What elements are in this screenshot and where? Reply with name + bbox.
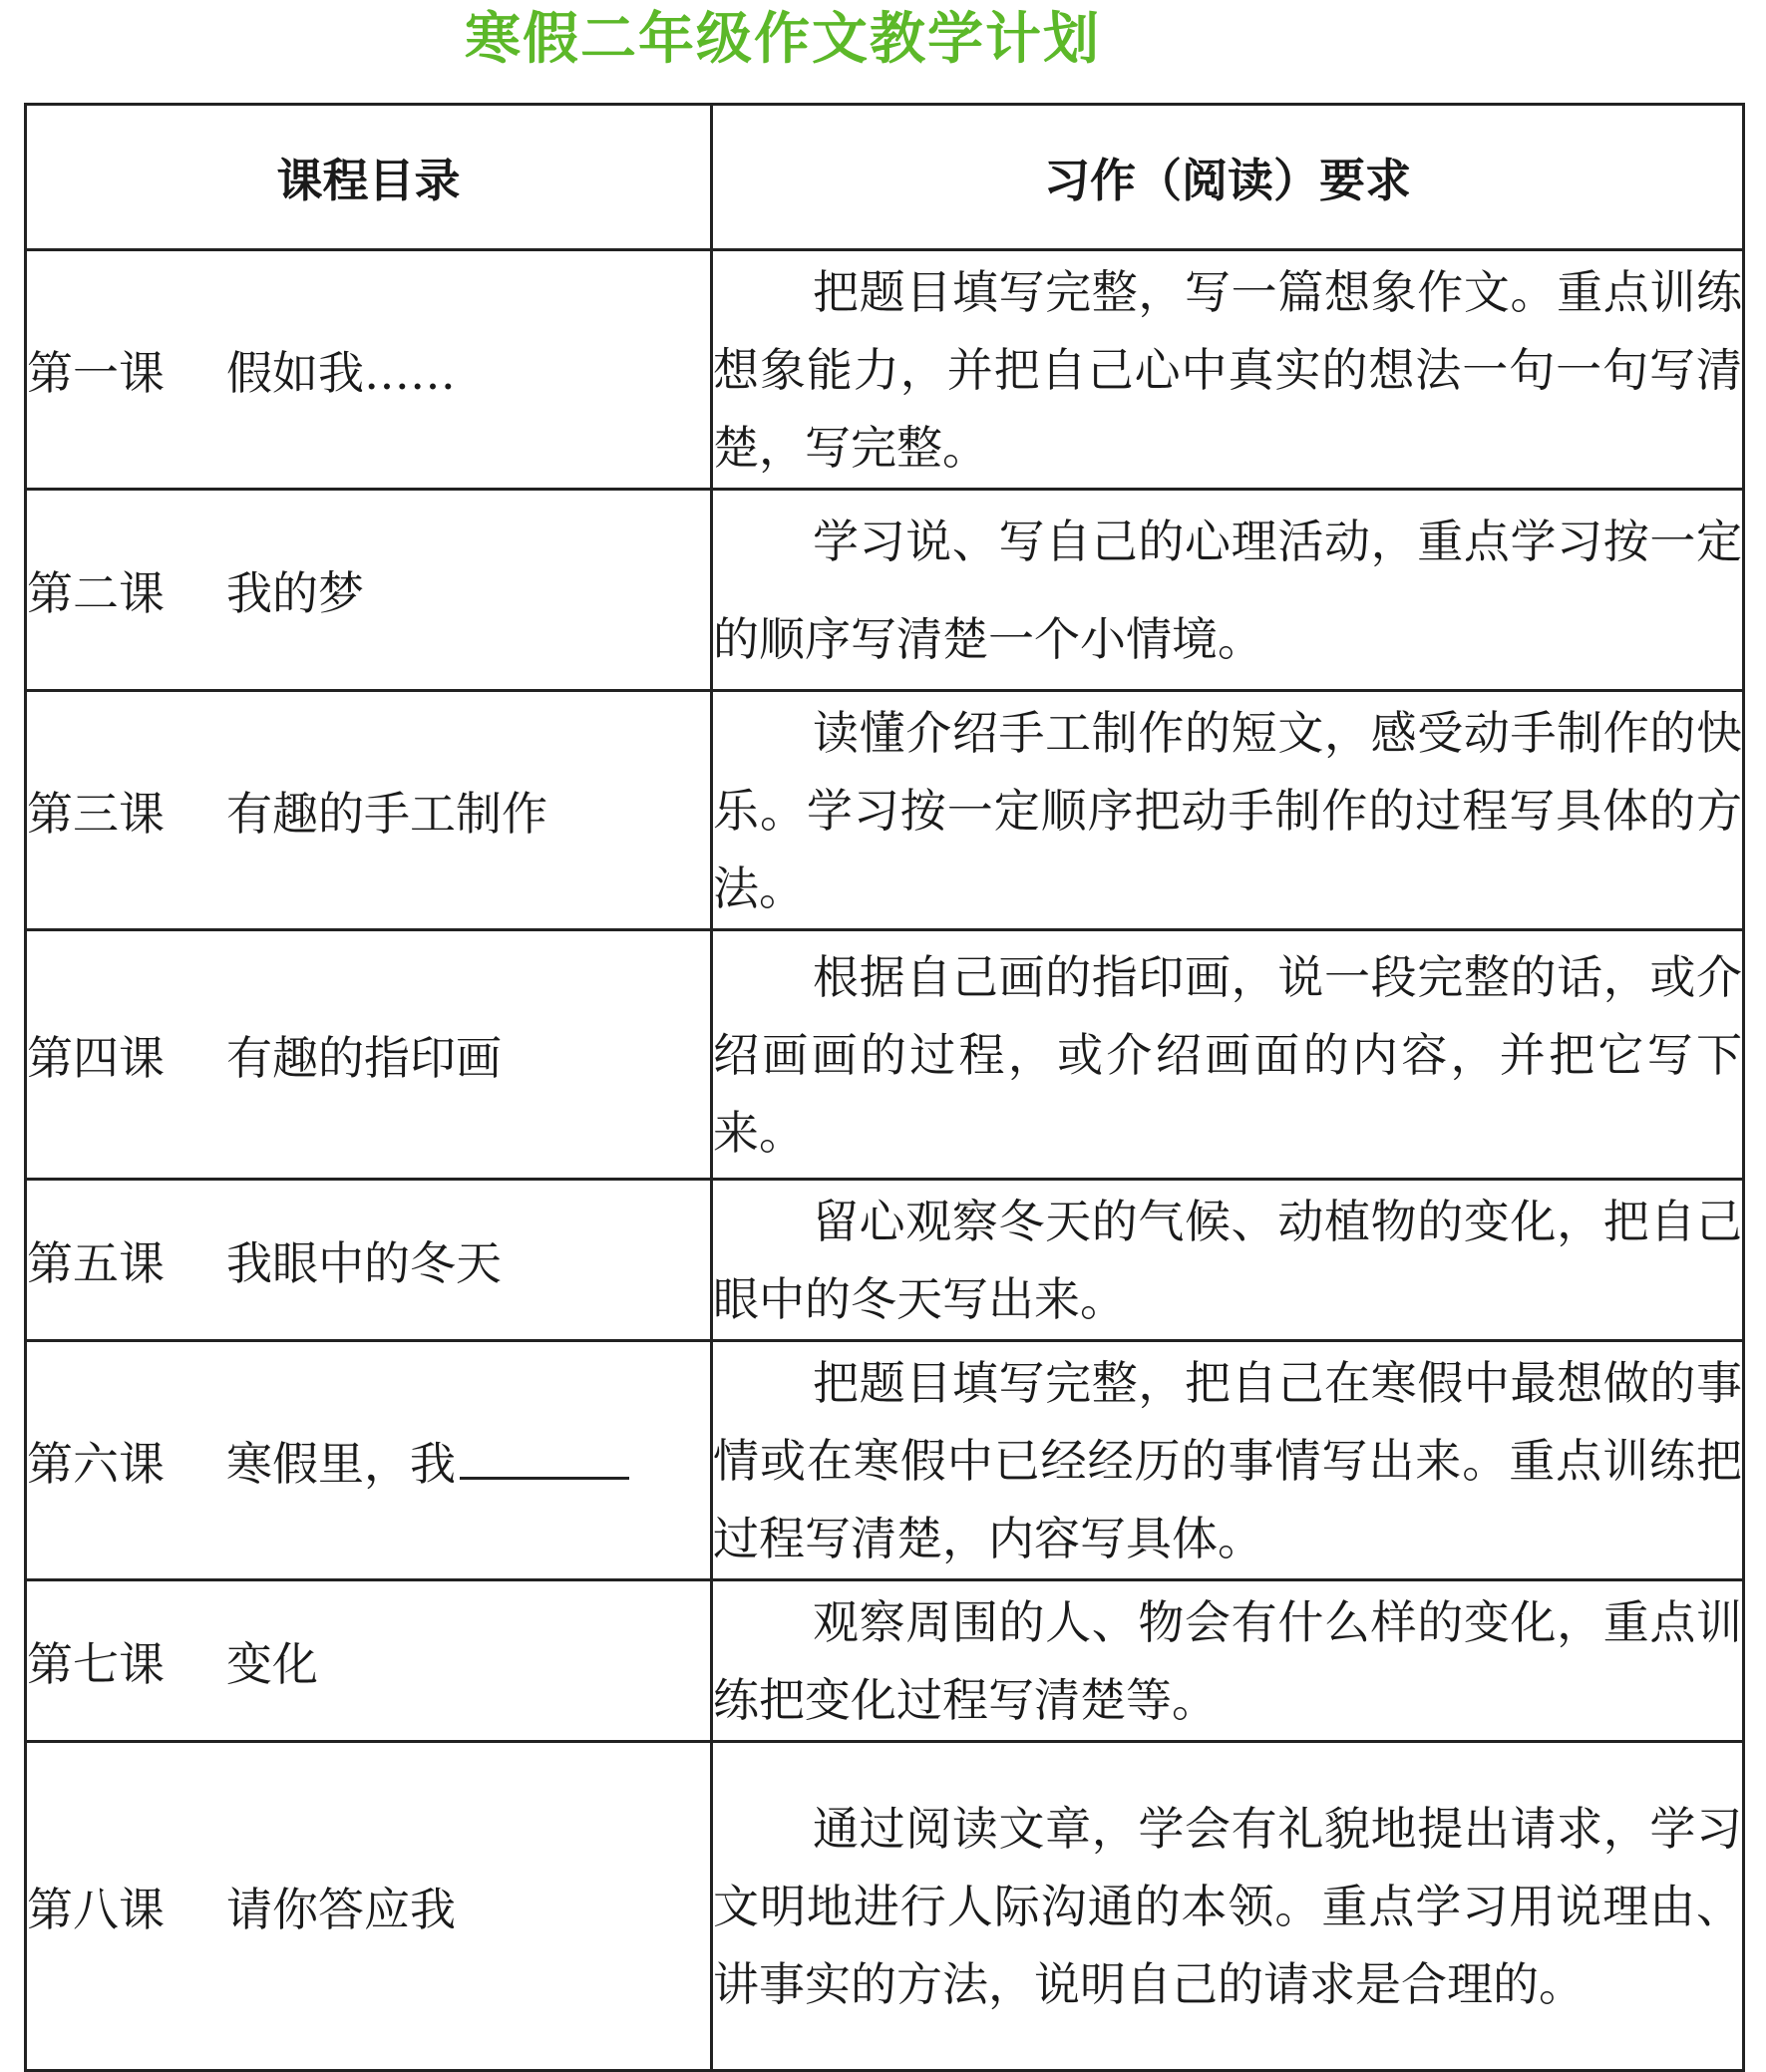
lesson-number: 第五课 xyxy=(27,1235,165,1290)
table-row xyxy=(26,1180,1744,1341)
course-cell xyxy=(26,1580,712,1742)
requirement-cell: 把题目填写完整，写一篇想象作文。重点训练想象能力，并把自己心中真实的想法一句一句写清楚，写完整。 xyxy=(712,250,1744,490)
header-course: 课程目录 xyxy=(26,105,712,250)
lesson-plan-table xyxy=(24,103,1745,2072)
lesson-number: 第六课 xyxy=(27,1436,165,1491)
table-row xyxy=(26,490,1744,691)
header-requirement: 习作（阅读）要求 xyxy=(712,105,1744,250)
lesson-topic: 我的梦 xyxy=(226,565,364,620)
course-cell xyxy=(26,490,712,691)
requirement-cell: 把题目填写完整，把自己在寒假中最想做的事情或在寒假中已经经历的事情写出来。重点训练把过程写清楚，内容写具体。 xyxy=(712,1341,1744,1580)
course-cell xyxy=(26,930,712,1180)
lesson-number: 第八课 xyxy=(27,1882,165,1936)
table-row xyxy=(26,1580,1744,1742)
requirement-cell: 留心观察冬天的气候、动植物的变化，把自己眼中的冬天写出来。 xyxy=(712,1180,1744,1341)
requirement-cell: 通过阅读文章，学会有礼貌地提出请求，学习文明地进行人际沟通的本领。重点学习用说理由、讲事实的方法，说明自己的请求是合理的。 xyxy=(712,1742,1744,2071)
fill-in-blank-line xyxy=(460,1431,629,1480)
course-cell xyxy=(26,691,712,930)
course-cell xyxy=(26,250,712,490)
table-row xyxy=(26,1341,1744,1580)
table-row xyxy=(26,1742,1744,2071)
requirement-cell: 根据自己画的指印画，说一段完整的话，或介绍画画的过程，或介绍画面的内容，并把它写下来。 xyxy=(712,930,1744,1180)
table-row xyxy=(26,691,1744,930)
lesson-number: 第一课 xyxy=(27,345,165,400)
lesson-number: 第七课 xyxy=(27,1636,165,1691)
requirement-cell: 学习说、写自己的心理活动，重点学习按一定的顺序写清楚一个小情境。 xyxy=(712,490,1744,691)
lesson-topic: 寒假里，我 xyxy=(226,1436,456,1491)
lesson-topic: 变化 xyxy=(226,1636,318,1691)
table-row xyxy=(26,250,1744,490)
lesson-topic: 我眼中的冬天 xyxy=(226,1235,502,1290)
lesson-number: 第三课 xyxy=(27,786,165,841)
requirement-cell: 读懂介绍手工制作的短文，感受动手制作的快乐。学习按一定顺序把动手制作的过程写具体的方法。 xyxy=(712,691,1744,930)
course-cell xyxy=(26,1742,712,2071)
requirement-cell: 观察周围的人、物会有什么样的变化，重点训练把变化过程写清楚等。 xyxy=(712,1580,1744,1742)
course-cell xyxy=(26,1180,712,1341)
lesson-topic: 请你答应我 xyxy=(226,1882,456,1936)
lesson-topic: 有趣的指印画 xyxy=(226,1030,502,1085)
table-header-row xyxy=(26,105,1744,250)
lesson-number: 第四课 xyxy=(27,1030,165,1085)
page-title: 寒假二年级作文教学计划 xyxy=(465,7,1101,72)
course-cell xyxy=(26,1341,712,1580)
lesson-topic: 假如我…… xyxy=(226,345,456,400)
lesson-number: 第二课 xyxy=(27,565,165,620)
lesson-topic: 有趣的手工制作 xyxy=(226,786,547,841)
table-row xyxy=(26,930,1744,1180)
